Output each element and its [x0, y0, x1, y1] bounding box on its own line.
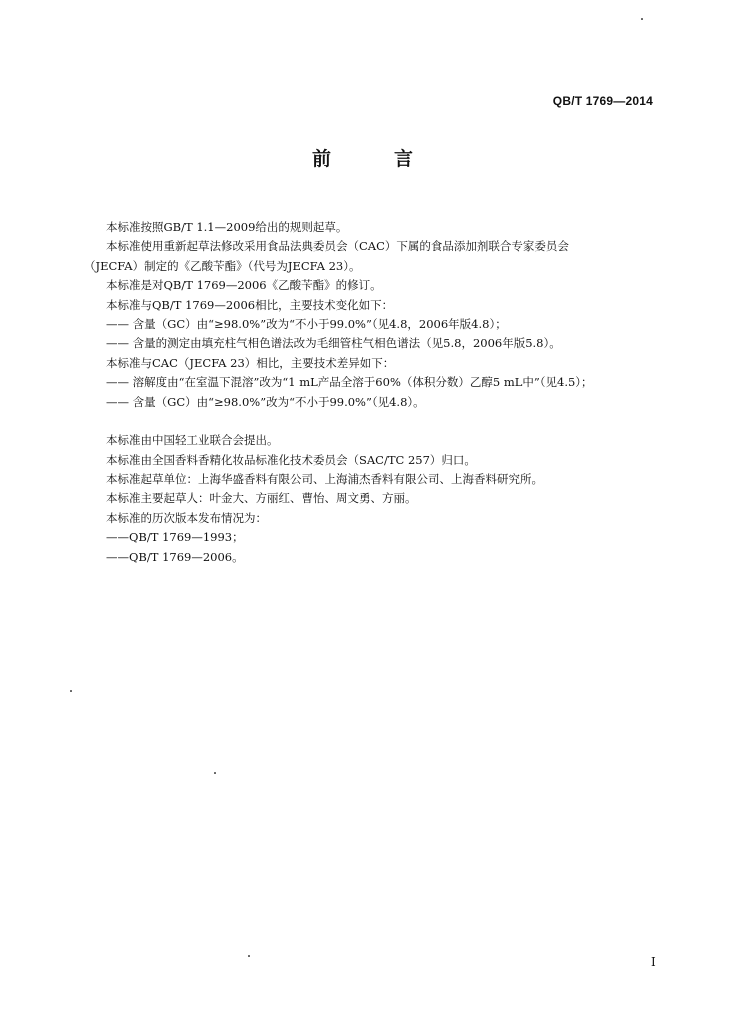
scan-speck — [214, 772, 216, 774]
standard-code: QB/T 1769—2014 — [552, 94, 653, 108]
paragraph-adoption-source: （JECFA）制定的《乙酸苄酯》（代号为JECFA 23）。 — [84, 258, 361, 273]
paragraph-drafting-rule: 本标准按照GB/T 1.1—2009给出的规则起草。 — [106, 220, 348, 234]
scan-speck — [248, 955, 250, 957]
paragraph-history-intro: 本标准的历次版本发布情况为： — [106, 510, 267, 525]
history-item: ——QB/T 1769—1993； — [106, 530, 244, 545]
paragraph-changes-intro: 本标准与QB/T 1769—2006相比，主要技术变化如下： — [106, 297, 394, 312]
paragraph-drafters: 本标准主要起草人：叶金大、方丽红、曹怡、周文勇、方丽。 — [106, 491, 417, 506]
paragraph-revision: 本标准是对QB/T 1769—2006《乙酸苄酯》的修订。 — [106, 278, 382, 293]
change-item: —— 含量（GC）由“≥98.0%”改为“不小于99.0%”（见4.8，2006年版4.8）； — [106, 316, 507, 331]
paragraph-committee: 本标准由全国香料香精化妆品标准化技术委员会（SAC/TC 257）归口。 — [106, 452, 476, 467]
paragraph-proposer: 本标准由中国轻工业联合会提出。 — [106, 433, 279, 448]
paragraph-drafting-units: 本标准起草单位：上海华盛香料有限公司、上海浦杰香料有限公司、上海香料研究所。 — [106, 472, 543, 487]
difference-item: —— 溶解度由“在室温下混溶”改为“1 mL产品全溶于60%（体积分数）乙醇5 mL中”（见4.5）； — [106, 375, 593, 390]
spacer — [84, 412, 659, 431]
history-item: ——QB/T 1769—2006。 — [106, 549, 244, 564]
page-number: I — [651, 955, 656, 969]
paragraph-adoption-method: 本标准使用重新起草法修改采用食品法典委员会（CAC）下属的食品添加剂联合专家委员会 — [106, 239, 569, 254]
scan-speck — [70, 690, 72, 692]
scan-speck — [641, 18, 643, 20]
difference-item: —— 含量（GC）由“≥98.0%”改为“不小于99.0%”（见4.8）。 — [106, 394, 425, 409]
change-item: —— 含量的测定由填充柱气相色谱法改为毛细管柱气相色谱法（见5.8，2006年版5.8）。 — [106, 336, 561, 351]
paragraph-differences-intro: 本标准与CAC（JECFA 23）相比，主要技术差异如下： — [106, 355, 395, 370]
page-title: 前 言 — [311, 148, 435, 170]
document-body — [84, 218, 659, 567]
